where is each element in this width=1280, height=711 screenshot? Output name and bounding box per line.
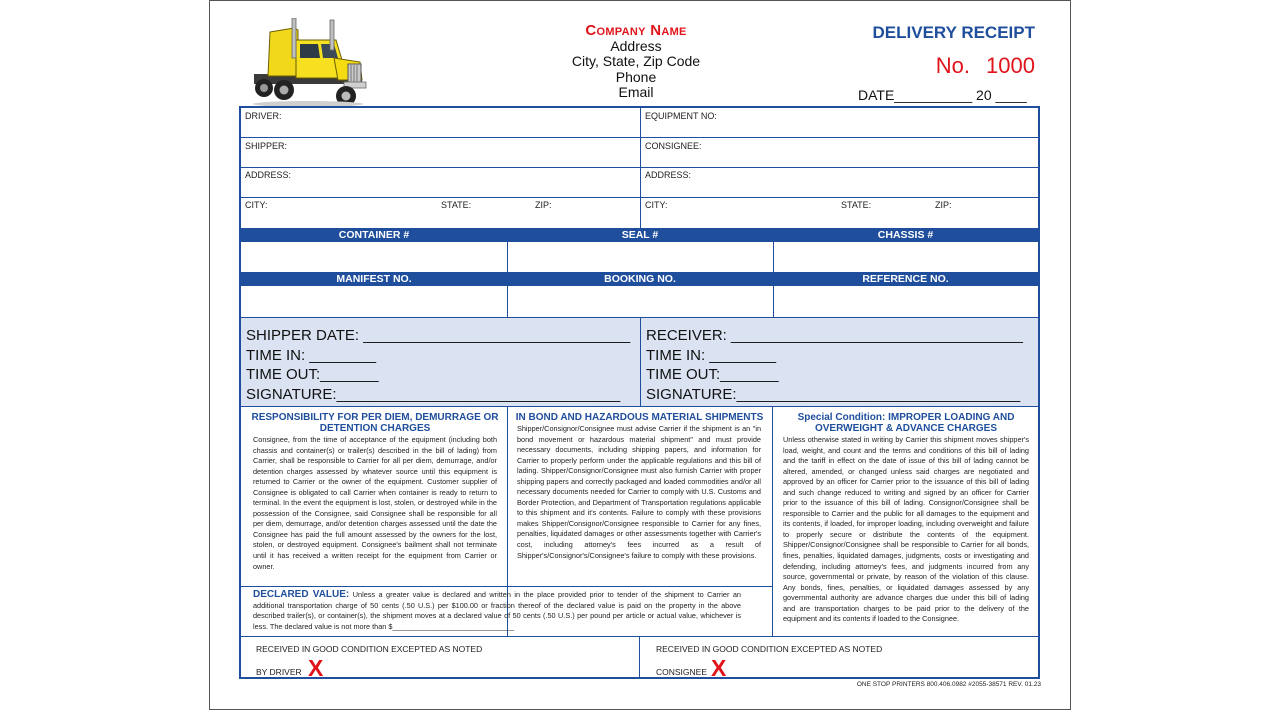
- column-divider: [773, 286, 774, 317]
- declared-value-text: Unless a greater value is declared and written in the place provided prior to tender of the shipment to Carrier an additional transportation charge of 50 cents (.50 U.S.) per $100.00 or fraction thereof of the declared value is paid on the property in the above described trailer(s), or container(s), the shipment moves at a declared value of 50 cents (.50 U.S.) per pound per article or actual value, whichever is less. The declared value is not more than $______________________________: [253, 590, 741, 631]
- column-divider: [507, 286, 508, 317]
- per-diem-heading: RESPONSIBILITY FOR PER DIEM, DEMURRAGE OR DETENTION CHARGES: [251, 412, 499, 434]
- seal-header: SEAL #: [621, 229, 659, 241]
- receiver-field[interactable]: RECEIVER: ___________________________________: [646, 327, 1023, 344]
- driver-received-text: RECEIVED IN GOOD CONDITION EXCEPTED AS NOTED: [256, 644, 483, 654]
- container-header: CONTAINER #: [338, 229, 410, 241]
- manifest-header-bar: [241, 272, 1038, 286]
- in-bond-text: Shipper/Consignor/Consignee must advise Carrier if the shipment is an "in bond movement or hazardous material shipment" and must provide necessary documents, including shipping papers, and information for Carrier to properly perform under the applicable regulations and this bill of lading. Shipper/Consignor/Consignee must also furnish Carrier with proper shipping papers and correctly packaged and loaded commodities and/or all necessary documents needed for Carrier to comply with U.S. Customs and Border Protection, and Department of Transportation regulations applicable to this shipment and it's contents. Failure to comply with these provisions makes Shipper/Consignor/Consignee responsible to Carrier for any fines, penalties, liquidated damages or other assessments together with Carrier's cost, including attorney's fees incurred as a result of Shipper's/Consignor's/Consignee's failure to comply with these provisions.: [517, 424, 761, 560]
- special-condition-text: Unless otherwise stated in writing by Carrier this shipment moves shipper's load, weight, and count and the terms and conditions of this bill of lading and the tariff in effect on the date of issue of this bill of lading cannot be altered, amended, or changed unless said charges are negotiated and approved by an officer for Carrier prior to the issuance of this bill of lading and such change reduced to writing and signed by an officer for Carrier prior to the issuance of this bill of lading. Consignor/Consignee shall be responsible to Carrier and the public for all damages to the equipment and its contents, if loaded, for improper loading, including overweight and failure to properly secure or distribute the contents of the equipment. Shipper/Consignor/Consignee shall be responsible to Carrier for all bonds, fines, penalties, liquidated damages, judgments, costs or investigating and defending, including attorney's fees, and judgments incurred from any source, governmental or private, by reason of the violation of this clause. Any bonds, fines, penalties, or liquidated damages assessed by any governmental authority are advance charges due under this bill of lading and are transportation charges to be paid prior to the delivery of the equipment and its contents if loaded to the Consignee.: [783, 435, 1029, 624]
- date-field[interactable]: DATE__________ 20 ____: [858, 87, 1027, 103]
- receiver-time-out-field[interactable]: TIME OUT:_______: [646, 366, 779, 383]
- container-header-bar: [241, 228, 1038, 242]
- consignee-city-label[interactable]: CITY:: [645, 200, 668, 210]
- column-divider: [507, 242, 508, 272]
- shipper-signature-field[interactable]: SIGNATURE:__________________________________: [246, 385, 621, 403]
- per-diem-text: Consignee, from the time of acceptance of the equipment (including both chassis and container(s) or trailer(s) described in the bill of lading) from Carrier, shall be responsible to Carrier for all per diem, demurrage, and/or detention charges assessed by whatever source until this equipment is returned to Carrier or the owner of the equipment. Customer supplier of Consignee is obligated to call Carrier when container is ready to return to terminal. In the event the equipment is lost, stolen, or destroyed while in the possession of the Consignee, said Consignee shall be responsible for all per diem, demurrage, and/or detention charges assessed until the date the Consignee has paid the full amount assessed by the owners for the lost, stolen, or destroyed equipment. Consignee's bailment shall not terminate until it has received a written receipt for the equipment from Carrier or owner.: [253, 435, 497, 571]
- column-divider: [772, 406, 773, 636]
- shipper-address-label[interactable]: ADDRESS:: [245, 170, 292, 180]
- reference-header: REFERENCE NO.: [862, 273, 949, 285]
- declared-value-block: [253, 590, 741, 632]
- consignee-zip-label[interactable]: ZIP:: [935, 200, 952, 210]
- shipper-signature-block: [246, 326, 630, 404]
- column-divider: [640, 318, 641, 406]
- truck-logo-icon: [248, 18, 370, 108]
- shipper-label[interactable]: SHIPPER:: [245, 141, 288, 151]
- company-block: [545, 23, 727, 101]
- special-condition-heading: Special Condition: IMPROPER LOADING AND OVERWEIGHT & ADVANCE CHARGES: [797, 412, 1015, 434]
- receiver-time-in-field[interactable]: TIME IN: ________: [646, 346, 777, 364]
- company-phone: Phone: [615, 68, 657, 85]
- consignee-label[interactable]: CONSIGNEE:: [645, 141, 702, 151]
- shipper-city-label[interactable]: CITY:: [245, 200, 268, 210]
- printer-footer: ONE STOP PRINTERS 800.406.0982 #2055-38571 REV. 01.23: [856, 681, 1041, 688]
- consignee-state-label[interactable]: STATE:: [841, 200, 872, 210]
- shipper-state-label[interactable]: STATE:: [441, 200, 472, 210]
- consignee-sign-x-mark[interactable]: X: [711, 655, 727, 681]
- in-bond-heading: IN BOND AND HAZARDOUS MATERIAL SHIPMENTS: [515, 412, 764, 423]
- shipper-time-in-field[interactable]: TIME IN: ________: [246, 346, 377, 364]
- receipt-number-label: No.: [935, 53, 971, 78]
- company-city-line: City, State, Zip Code: [571, 53, 701, 69]
- column-divider: [640, 108, 641, 228]
- consignee-address-label[interactable]: ADDRESS:: [645, 170, 692, 180]
- consignee-by-label: CONSIGNEE: [656, 667, 708, 677]
- manifest-header: MANIFEST NO.: [336, 273, 412, 285]
- receipt-title: DELIVERY RECEIPT: [872, 23, 1035, 42]
- shipper-time-out-field[interactable]: TIME OUT:_______: [246, 366, 379, 383]
- column-divider: [773, 242, 774, 272]
- shipper-zip-label[interactable]: ZIP:: [535, 200, 552, 210]
- booking-header: BOOKING NO.: [604, 273, 676, 285]
- driver-sign-x-mark[interactable]: X: [308, 655, 324, 681]
- column-divider: [639, 636, 640, 679]
- form-frame: [239, 106, 1040, 679]
- receiver-signature-block: [646, 326, 1023, 404]
- shipper-date-field[interactable]: SHIPPER DATE: ________________________________: [246, 327, 631, 344]
- row-divider: [241, 586, 772, 587]
- receipt-number: [860, 53, 1035, 79]
- by-driver-label: BY DRIVER: [256, 667, 302, 677]
- company-name: Company Name: [585, 22, 687, 39]
- company-email: Email: [618, 84, 654, 100]
- consignee-received-text: RECEIVED IN GOOD CONDITION EXCEPTED AS NOTED: [656, 644, 883, 654]
- driver-label[interactable]: DRIVER:: [245, 111, 282, 121]
- company-address: Address: [610, 37, 662, 54]
- receipt-number-value: 1000: [986, 53, 1035, 78]
- declared-value-label: DECLARED VALUE:: [253, 589, 350, 600]
- row-divider: [241, 406, 1038, 407]
- equipment-no-label[interactable]: EQUIPMENT NO:: [645, 111, 717, 121]
- receiver-signature-field[interactable]: SIGNATURE:__________________________________: [646, 385, 1021, 403]
- chassis-header: CHASSIS #: [877, 229, 934, 241]
